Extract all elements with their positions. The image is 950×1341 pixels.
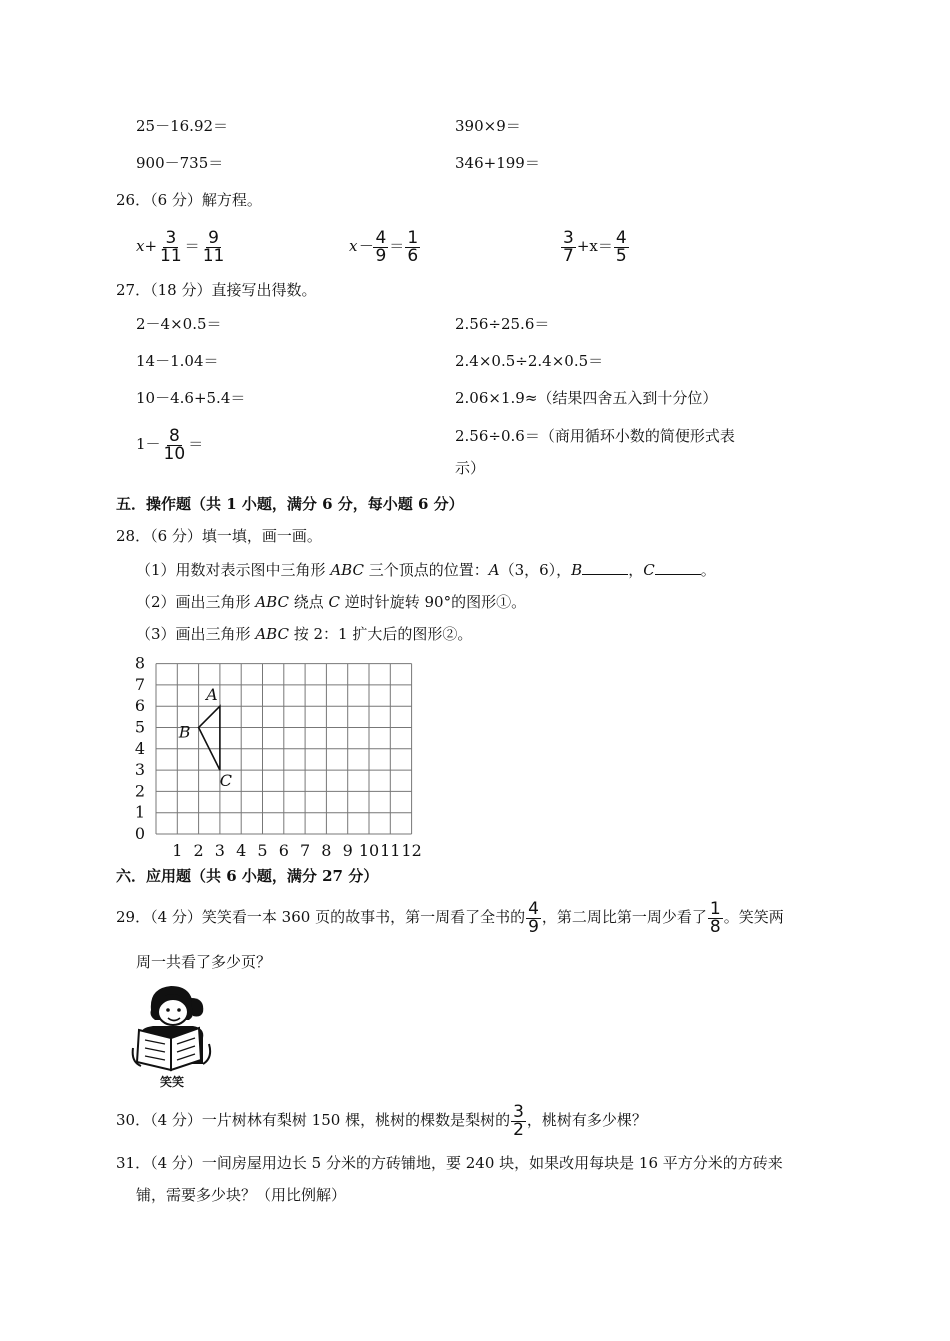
question-heading: 28．（6 分）填一填，画一画。 [116,527,322,545]
answer-blank-b[interactable] [582,560,628,575]
calc-item: 10－4.6+5.4＝ [136,389,246,407]
vertex-label-c: C [219,771,233,791]
calc-item: 2.56÷0.6＝（商用循环小数的简便形式表 [455,427,735,445]
y-tick-label: 0 [134,824,146,843]
y-tick-label: 6 [134,696,146,716]
calc-item: 900－735＝ [136,154,224,172]
question-31: 31．（4 分）一间房屋用边长 5 分米的方砖铺地，要 240 块，如果改用每块是 16 平方分米的方砖来 [116,1154,783,1172]
x-tick-label: 4 [236,841,247,860]
question-heading: 26．（6 分）解方程。 [116,191,262,209]
y-tick-label: 4 [134,738,146,758]
vertex-label-b: B [178,722,191,742]
triangle-abc [199,706,220,770]
y-tick-label: 2 [134,781,146,801]
x-tick-label: 12 [401,841,422,860]
calc-item: 2.4×0.5÷2.4×0.5＝ [455,352,604,370]
x-tick-label: 5 [257,841,268,860]
x-tick-label: 7 [300,841,311,860]
calc-item-continued: 示） [455,459,486,477]
question-31-continued: 铺，需要多少块？（用比例解） [136,1186,347,1204]
calc-item: 2.06×1.9≈（结果四舍五入到十分位） [455,389,718,407]
calc-item: 14－1.04＝ [136,352,219,370]
x-tick-label: 11 [380,841,401,860]
y-tick-label: 3 [134,760,146,780]
calc-item: 25－16.92＝ [136,117,229,135]
equation-1: x+ $\frac{3}{11}$ ＝ $\frac{9}{11}$ [136,227,225,266]
equation-2: x－ $\frac{4}{9}$ ＝ $\frac{1}{6}$ [349,227,419,266]
illustration-caption: 笑笑 [159,1075,185,1089]
y-tick-label: 7 [134,674,146,694]
section-heading: 六．应用题（共 6 小题，满分 27 分） [116,867,379,885]
girl-reading-illustration [131,982,213,1090]
calc-item: 346+199＝ [455,154,540,172]
question-heading: 27．（18 分）直接写出得数。 [116,281,317,299]
vertex-label-a: A [206,685,218,705]
subquestion-2: （2）画出三角形 ABC 绕点 C 逆时针旋转 90°的图形①。 [136,593,527,611]
question-30: 30．（4 分）一片树林有梨树 150 棵，桃树的棵数是梨树的 $\frac{3}{2}$ ，桃树有多少棵？ [116,1101,647,1140]
x-tick-label: 9 [342,841,353,860]
calc-item: 2－4×0.5＝ [136,315,222,333]
subquestion-3: （3）画出三角形 ABC 按 2：1 扩大后的图形②。 [136,625,473,643]
question-29-continued: 周一共看了多少页？ [136,953,272,971]
answer-blank-c[interactable] [655,560,701,575]
coordinate-grid [120,650,430,865]
x-tick-label: 3 [214,841,225,860]
calc-item: 390×9＝ [455,117,521,135]
calc-item-fraction: 1－ $\frac{8}{10}$ ＝ [136,425,204,464]
y-tick-label: 1 [134,802,146,822]
x-tick-label: 2 [193,841,204,860]
subquestion-1: （1）用数对表示图中三角形 ABC 三个顶点的位置：A（3，6），B ，C 。 [136,561,716,579]
x-tick-label: 1 [172,841,183,860]
y-tick-label: 8 [134,653,146,673]
y-tick-label: 5 [134,717,146,737]
x-tick-label: 10 [358,841,380,860]
question-29: 29．（4 分）笑笑看一本 360 页的故事书，第一周看了全书的 $\frac{4}{9}$ ，第二周比第一周少看了 $\frac{1}{8}$ 。笑笑两 [116,898,784,937]
equation-3: $\frac{3}{7}$ +x＝ $\frac{4}{5}$ [563,227,627,266]
section-heading: 五．操作题（共 1 小题，满分 6 分，每小题 6 分） [116,495,464,513]
x-tick-label: 6 [278,841,289,860]
x-tick-label: 8 [321,841,332,860]
calc-item: 2.56÷25.6＝ [455,315,550,333]
